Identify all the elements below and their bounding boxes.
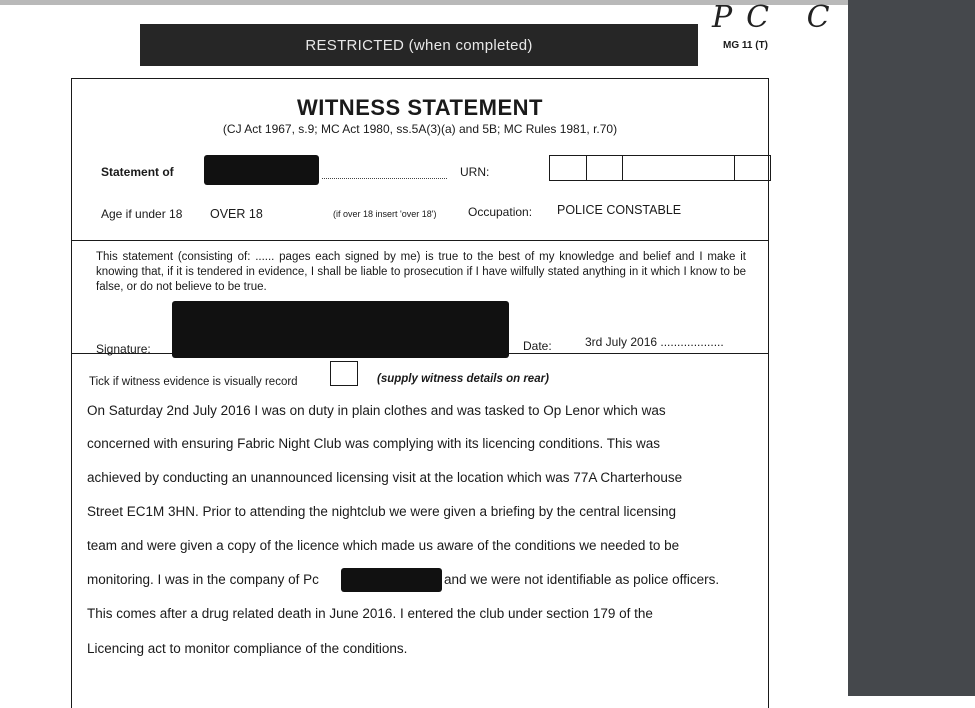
supply-details-note: (supply witness details on rear)	[377, 373, 549, 385]
date-value: 3rd July 2016 ...................	[585, 335, 724, 349]
urn-field[interactable]	[549, 155, 771, 181]
scan-margin	[848, 0, 975, 696]
occupation-value: POLICE CONSTABLE	[557, 203, 682, 217]
legal-reference: (CJ Act 1967, s.9; MC Act 1980, ss.5A(3)(a) and 5B; MC Rules 1981, r.70)	[222, 122, 618, 136]
statement-line: On Saturday 2nd July 2016 I was on duty in plain clothes and was tasked to Op Lenor which was	[87, 403, 666, 418]
statement-line: concerned with ensuring Fabric Night Club was complying with its licencing conditions. This was	[87, 436, 661, 451]
age-label: Age if under 18	[101, 207, 183, 221]
statement-line: Licencing act to monitor compliance of the conditions.	[87, 641, 408, 656]
urn-cell-divider	[586, 155, 587, 181]
age-hint: (if over 18 insert 'over 18')	[333, 209, 437, 219]
redacted-officer-name	[341, 568, 442, 592]
signature-label: Signature:	[96, 342, 151, 356]
statement-line: and we were not identifiable as police officers.	[444, 572, 720, 587]
visual-record-checkbox[interactable]	[330, 361, 358, 386]
urn-cell-divider	[734, 155, 735, 181]
occupation-label: Occupation:	[468, 205, 533, 219]
restricted-banner: RESTRICTED (when completed)	[140, 24, 698, 66]
statement-line: Street EC1M 3HN. Prior to attending the nightclub we were given a briefing by the central licensing	[87, 504, 677, 519]
redacted-signature	[172, 301, 509, 358]
statement-line: team and were given a copy of the licence which made us aware of the conditions we needed to be	[87, 538, 680, 553]
visual-record-label: Tick if witness evidence is visually record	[89, 376, 298, 388]
section-divider	[71, 240, 769, 241]
urn-label: URN:	[460, 165, 490, 179]
date-label: Date:	[523, 339, 552, 353]
declaration-text: This statement (consisting of: ...... pages each signed by me) is true to the best of my knowledge and belief and I make it knowing that, if it is tendered in evidence, I shall be liable to prosecution if I have wilfully stated anything in it which I know to be false, or do not believe to be true.	[96, 251, 746, 293]
handwritten-note: PC C	[712, 0, 844, 35]
statement-line: This comes after a drug related death in June 2016. I entered the club under section 179 of the	[87, 606, 653, 621]
redacted-name	[204, 155, 319, 185]
form-title: WITNESS STATEMENT	[296, 95, 543, 120]
form-code: MG 11 (T)	[723, 40, 769, 51]
dotted-line	[322, 178, 447, 179]
statement-of-label: Statement of	[101, 165, 174, 179]
statement-line: achieved by conducting an unannounced licensing visit at the location which was 77A Charterhouse	[87, 470, 683, 485]
statement-line: monitoring. I was in the company of Pc	[87, 572, 319, 587]
age-value: OVER 18	[210, 207, 263, 221]
urn-cell-divider	[622, 155, 623, 181]
